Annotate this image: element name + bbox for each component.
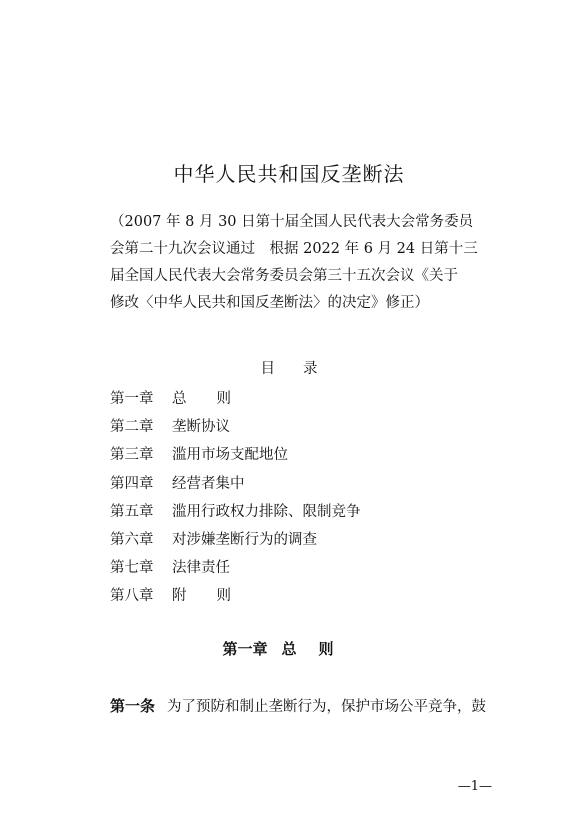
chapter-number: 第一章 [222, 640, 268, 658]
table-of-contents [110, 385, 361, 611]
document-title: 中华人民共和国反垄断法 [173, 162, 405, 186]
toc-item [110, 470, 361, 498]
preamble-line: 修改〈中华人民共和国反垄断法〉的决定》修正） [110, 295, 429, 311]
toc-chapter-number: 第六章 [110, 531, 154, 548]
preamble-line: 会第二十九次会议通过 根据 2022 年 6 月 24 日第十三 [110, 241, 478, 257]
toc-item [110, 498, 361, 526]
toc-chapter-title: 滥用市场支配地位 [172, 447, 288, 464]
article-paragraph [110, 695, 530, 716]
toc-chapter-title: 经营者集中 [172, 475, 245, 492]
toc-chapter-number: 第二章 [110, 419, 154, 436]
preamble-line: （2007 年 8 月 30 日第十届全国人民代表大会常务委员 [110, 214, 474, 230]
article-number: 第一条 [110, 697, 156, 715]
toc-item [110, 441, 361, 469]
toc-heading: 目录 [260, 361, 346, 377]
toc-item [110, 526, 361, 554]
chapter-heading [0, 638, 578, 659]
toc-chapter-number: 第一章 [110, 391, 154, 407]
toc-item [110, 554, 361, 582]
toc-chapter-number: 第八章 [110, 588, 154, 605]
toc-chapter-title: 总则 [172, 391, 261, 407]
toc-chapter-number: 第三章 [110, 447, 154, 464]
toc-chapter-number: 第七章 [110, 560, 154, 577]
article-text: 为了预防和制止垄断行为，保护市场公平竞争，鼓 [167, 699, 487, 715]
chapter-title: 总则 [281, 640, 356, 658]
legislative-history-note [110, 209, 520, 317]
toc-item [110, 385, 361, 413]
toc-chapter-title: 法律责任 [172, 560, 230, 577]
toc-chapter-number: 第四章 [110, 475, 154, 492]
toc-chapter-number: 第五章 [110, 503, 154, 520]
toc-chapter-title: 垄断协议 [172, 419, 230, 436]
preamble-line: 届全国人民代表大会常务委员会第三十五次会议《关于 [110, 268, 458, 284]
toc-item [110, 582, 361, 610]
toc-chapter-title: 附则 [172, 588, 261, 605]
page-number: —1— [457, 779, 492, 794]
toc-chapter-title: 对涉嫌垄断行为的调查 [172, 531, 317, 548]
toc-item [110, 413, 361, 441]
toc-chapter-title: 滥用行政权力排除、限制竞争 [172, 503, 361, 520]
